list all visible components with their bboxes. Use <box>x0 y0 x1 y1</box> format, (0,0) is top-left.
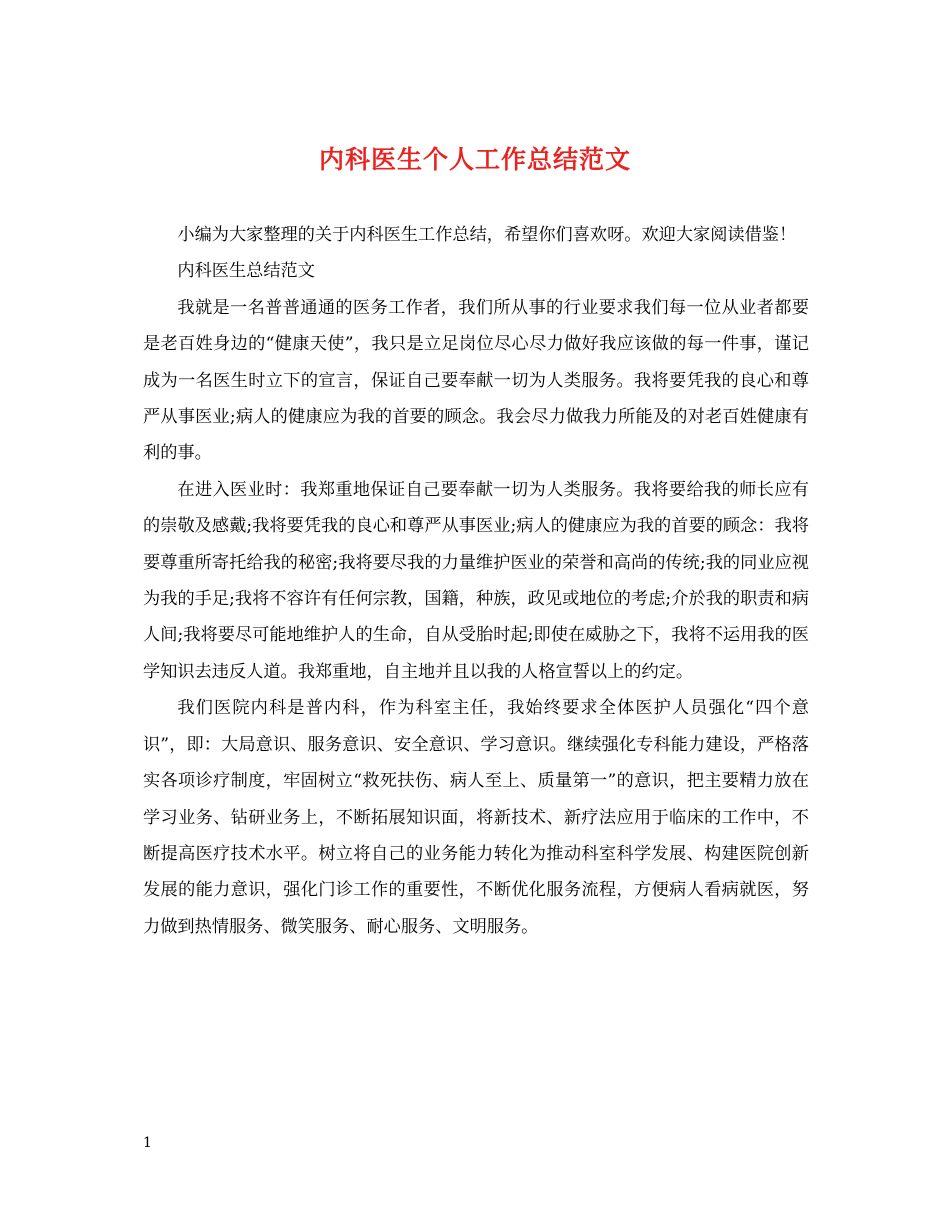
document-body <box>143 217 809 945</box>
paragraph-2: 在进入医业时：我郑重地保证自己要奉献一切为人类服务。我将要给我的师长应有的崇敬及感戴;我将要凭我的良心和尊严从事医业;病人的健康应为我的首要的顾念：我将要尊重所寄托给我的秘密;我将要尽我的力量维护医业的荣誉和高尚的传统;我的同业应视为我的手足;我将不容许有任何宗教，国籍，种族，政见或地位的考虑;介於我的职责和病人间;我将要尽可能地维护人的生命，自从受胎时起;即使在威胁之下，我将不运用我的医学知识去违反人道。我郑重地，自主地并且以我的人格宣誓以上的约定。 <box>143 479 809 682</box>
paragraph-1: 我就是一名普普通通的医务工作者，我们所从事的行业要求我们每一位从业者都要是老百姓身边的“健康天使”，我只是立足岗位尽心尽力做好我应该做的每一件事，谨记成为一名医生时立下的宣言，保证自己要奉献一切为人类服务。我将要凭我的良心和尊严从事医业;病人的健康应为我的首要的顾念。我会尽力做我力所能及的对老百姓健康有利的事。 <box>143 297 809 464</box>
paragraph-3: 我们医院内科是普内科，作为科室主任，我始终要求全体医护人员强化“四个意识”，即：大局意识、服务意识、安全意识、学习意识。继续强化专科能力建设，严格落实各项诊疗制度，牢固树立“救死扶伤、病人至上、质量第一”的意识，把主要精力放在学习业务、钻研业务上，不断拓展知识面，将新技术、新疗法应用于临床的工作中，不断提高医疗技术水平。树立将自己的业务能力转化为推动科室科学发展、构建医院创新发展的能力意识，强化门诊工作的重要性，不断优化服务流程，方便病人看病就医，努力做到热情服务、微笑服务、耐心服务、文明服务。 <box>143 698 809 937</box>
document-title: 内科医生个人工作总结范文 <box>318 145 631 174</box>
paragraph-intro: 小编为大家整理的关于内科医生工作总结，希望你们喜欢呀。欢迎大家阅读借鉴！ <box>177 225 797 245</box>
paragraph-subheading: 内科医生总结范文 <box>177 261 315 282</box>
page-number: 1 <box>143 1135 152 1151</box>
